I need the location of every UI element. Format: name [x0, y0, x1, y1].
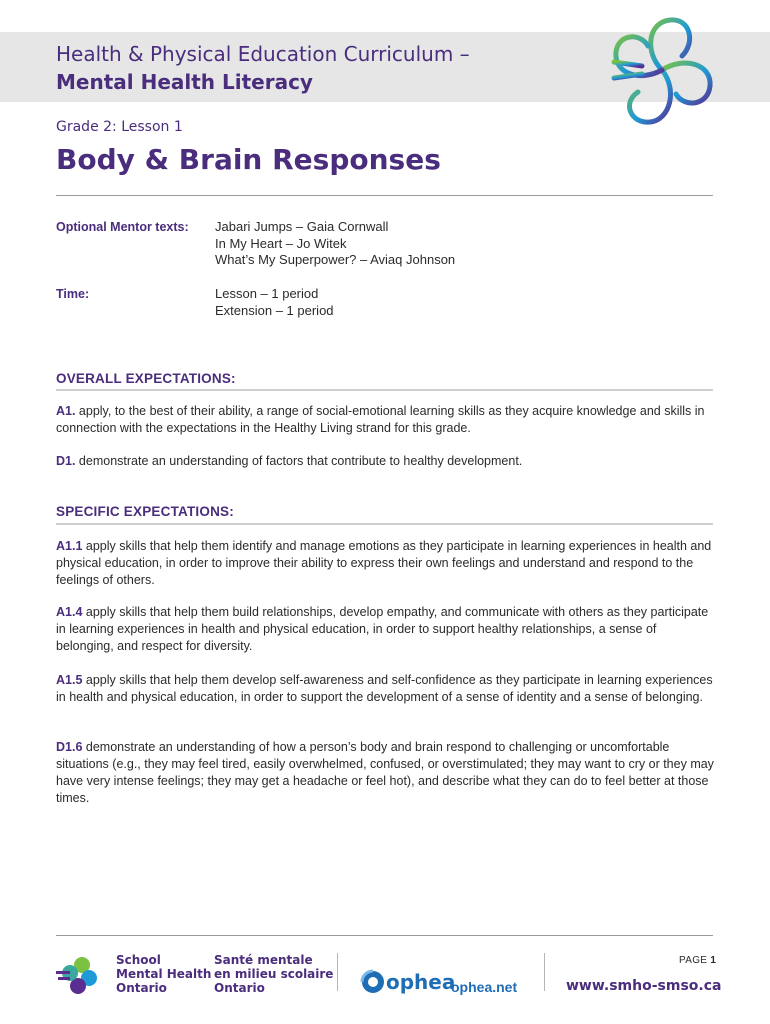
title-divider	[56, 195, 713, 196]
smho-en-line: Ontario	[116, 981, 167, 995]
smho-logo-icon	[604, 12, 720, 130]
expectation-item	[56, 453, 716, 470]
smho-footer-logo-icon	[56, 953, 100, 997]
overall-expectations-heading: OVERALL EXPECTATIONS:	[56, 371, 236, 386]
footer-separator	[337, 953, 338, 991]
expectation-code: A1.5	[56, 673, 83, 687]
expectation-item	[56, 739, 716, 807]
footer-divider	[56, 935, 713, 936]
expectation-item	[56, 403, 716, 437]
page-number-value: 1	[710, 955, 717, 966]
time-value-item: Extension – 1 period	[215, 302, 334, 318]
header-title	[56, 40, 470, 96]
expectation-text: apply skills that help them develop self-awareness and self-confidence as they participate in learning experiences in health and physical education, in order to support the development of a sense of identity and a sense of belonging.	[56, 673, 713, 704]
header-title-line2: Mental Health Literacy	[56, 70, 313, 94]
lesson-label: Grade 2: Lesson 1	[56, 119, 183, 135]
specific-expectations-heading: SPECIFIC EXPECTATIONS:	[56, 504, 234, 519]
footer-separator	[544, 953, 545, 991]
mentor-texts-list	[215, 219, 455, 269]
expectation-item	[56, 672, 716, 706]
smho-website-link[interactable]: www.smho-smso.ca	[566, 978, 722, 994]
page-number	[679, 955, 716, 966]
time-values-list	[215, 286, 334, 319]
smho-fr-line: en milieu scolaire	[214, 967, 334, 981]
smho-english-name	[116, 953, 211, 995]
smho-french-name	[214, 953, 333, 995]
expectation-item	[56, 538, 716, 589]
smho-en-line: School	[116, 953, 161, 967]
page-label: PAGE	[679, 955, 708, 966]
expectation-text: demonstrate an understanding of how a person’s body and brain respond to challenging or uncomfortable situations (e.g., they may feel tired, easily overwhelmed, confused, or overstimulated; they may want to cry or they may have very intense feelings; they may get a headache or feel hot), and describe what they can do to feel better at those times.	[56, 740, 714, 805]
ophea-logo-icon	[359, 966, 456, 996]
smho-fr-line: Santé mentale	[214, 953, 313, 967]
expectation-code: A1.1	[56, 539, 83, 553]
mentor-text-item: Jabari Jumps – Gaia Cornwall	[215, 219, 389, 234]
expectation-text: apply skills that help them identify and manage emotions as they participate in learning experiences in health and physical education, in order to improve their ability to express their own feelings and understand and respond to the feelings of others.	[56, 539, 712, 587]
mentor-texts-label: Optional Mentor texts:	[56, 220, 189, 234]
expectation-code: A1.	[56, 404, 76, 418]
expectation-code: D1.6	[56, 740, 83, 754]
expectation-code: D1.	[56, 454, 76, 468]
mentor-text-item: What’s My Superpower? – Aviaq Johnson	[215, 252, 456, 267]
specific-expectations-rule	[56, 523, 713, 525]
ophea-link[interactable]: ophea.net	[451, 979, 518, 995]
expectation-text: apply, to the best of their ability, a range of social-emotional learning skills as they acquire knowledge and skills in connection with the expectations in the Healthy Living strand for this grade.	[56, 404, 705, 435]
overall-expectations-rule	[56, 389, 713, 391]
mentor-text-item: In My Heart – Jo Witek	[215, 235, 347, 251]
expectation-text: apply skills that help them build relationships, develop empathy, and communicate with others as they participate in learning experiences in health and physical education, in order to support healthy relationships, a sense of belonging, and respect for diversity.	[56, 605, 709, 653]
expectation-item	[56, 604, 716, 655]
smho-fr-line: Ontario	[214, 981, 265, 995]
page-title: Body & Brain Responses	[56, 143, 441, 176]
ophea-wordmark: ophea	[386, 970, 456, 994]
time-label: Time:	[56, 287, 90, 301]
expectation-text: demonstrate an understanding of factors that contribute to healthy development.	[75, 454, 523, 468]
expectation-code: A1.4	[56, 605, 83, 619]
header-title-line1: Health & Physical Education Curriculum –	[56, 42, 470, 66]
smho-en-line: Mental Health	[116, 967, 212, 981]
time-value-item: Lesson – 1 period	[215, 286, 319, 301]
